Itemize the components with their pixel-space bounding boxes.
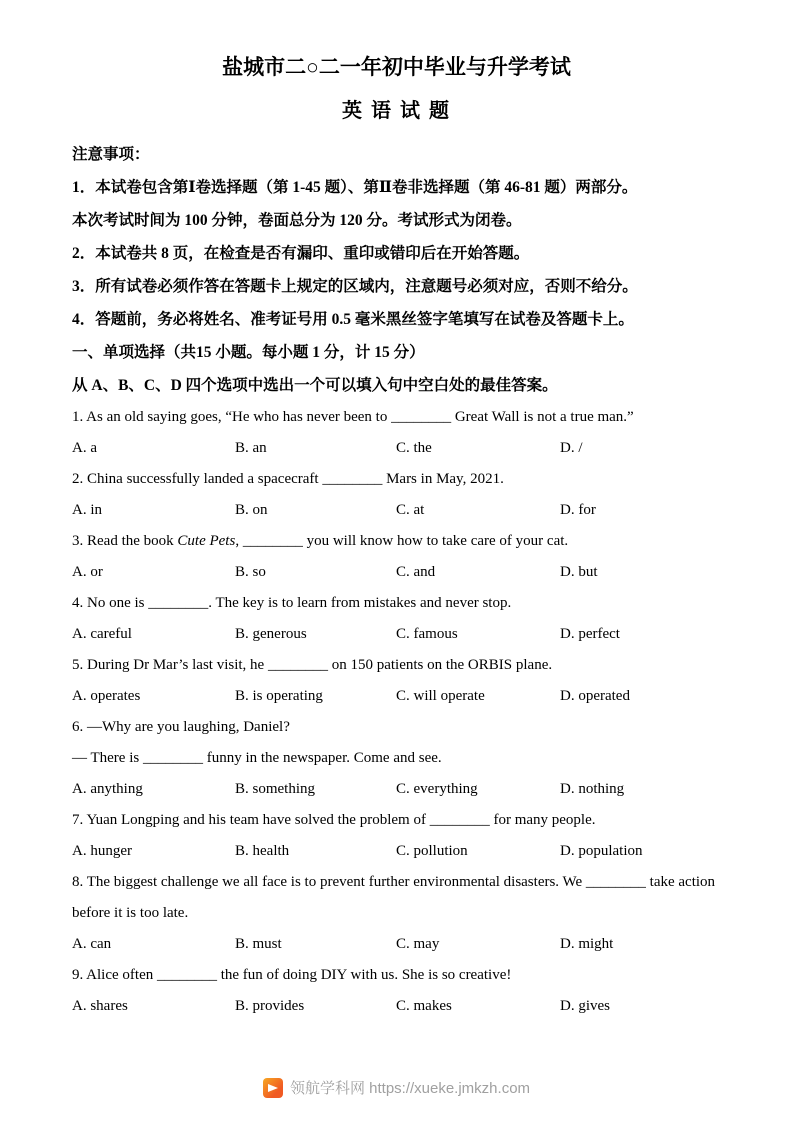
notice-line: 4．答题前，务必将姓名、准考证号用 0.5 毫米黑丝签字笔填写在试卷及答题卡上。 [72, 311, 634, 328]
question-list [72, 402, 721, 1022]
question-stem [72, 464, 721, 495]
option: B. provides [235, 998, 305, 1014]
option: C. at [396, 502, 425, 518]
option: C. pollution [396, 843, 468, 859]
stem-segment: , ________ you will know how to take care of your cat. [235, 533, 569, 549]
option: D. gives [560, 998, 610, 1014]
question-stem [72, 588, 721, 619]
notice-line: 3．所有试卷必须作答在答题卡上规定的区域内，注意题号必须对应，否则不给分。 [72, 278, 638, 295]
options-row [72, 557, 721, 588]
option: B. something [235, 781, 316, 797]
site-logo-icon [263, 1078, 283, 1098]
option: B. generous [235, 626, 307, 642]
option: C. may [396, 936, 440, 952]
option: B. must [235, 936, 282, 952]
option: D. operated [560, 688, 630, 704]
option: A. in [72, 502, 102, 518]
footer-text: 领航学科网 https://xueke.jmkzh.com [289, 1080, 531, 1097]
option: D. nothing [560, 781, 625, 797]
option: D. perfect [560, 626, 620, 642]
page-title: 盐城市二○二一年初中毕业与升学考试 [222, 55, 571, 79]
notice-line: 本次考试时间为 100 分钟，卷面总分为 120 分。考试形式为闭卷。 [72, 212, 522, 229]
stem-segment: 9. Alice often ________ the fun of doing DIY with us. She is so creative! [72, 967, 512, 983]
option: C. famous [396, 626, 458, 642]
option: C. and [396, 564, 436, 580]
option: A. a [72, 440, 97, 456]
option: D. might [560, 936, 614, 952]
option: A. or [72, 564, 103, 580]
options-row [72, 495, 721, 526]
option: B. health [235, 843, 290, 859]
option: D. for [560, 502, 596, 518]
stem-segment: 2. China successfully landed a spacecraft ________ Mars in May, 2021. [72, 471, 504, 487]
question-3 [72, 526, 721, 588]
question-9 [72, 960, 721, 1022]
question-stem [72, 867, 721, 929]
stem-segment: 3. Read the book [72, 533, 178, 549]
option: A. operates [72, 688, 141, 704]
option: C. everything [396, 781, 478, 797]
question-5 [72, 650, 721, 712]
options-row [72, 836, 721, 867]
notice-line: 2．本试卷共 8 页，在检查是否有漏印、重印或错印后在开始答题。 [72, 245, 530, 262]
section-heading: 一、单项选择（共15 小题。每小题 1 分，计 15 分） [72, 344, 425, 361]
option: B. is operating [235, 688, 323, 704]
option: D. population [560, 843, 643, 859]
option: A. shares [72, 998, 128, 1014]
option: A. careful [72, 626, 132, 642]
option: B. on [235, 502, 268, 518]
question-2 [72, 464, 721, 526]
options-row [72, 681, 721, 712]
question-stem [72, 960, 721, 991]
question-7 [72, 805, 721, 867]
option: C. will operate [396, 688, 485, 704]
option: B. so [235, 564, 266, 580]
options-row [72, 619, 721, 650]
option: C. makes [396, 998, 452, 1014]
options-row [72, 929, 721, 960]
notice-heading: 注意事项： [72, 146, 150, 163]
page-footer [0, 1077, 793, 1098]
stem-segment: 1. As an old saying goes, “He who has never been to ________ Great Wall is not a true man.” [72, 409, 634, 425]
stem-segment: 4. No one is ________. The key is to learn from mistakes and never stop. [72, 595, 512, 611]
stem-segment: 6. —Why are you laughing, Daniel? [72, 719, 290, 735]
notice-line: 1．本试卷包含第Ⅰ卷选择题（第 1-45 题）、第Ⅱ卷非选择题（第 46-81 题）两部分。 [72, 179, 638, 196]
question-stem [72, 402, 721, 433]
question-6 [72, 712, 721, 805]
option: A. can [72, 936, 112, 952]
question-stem [72, 805, 721, 836]
options-row [72, 991, 721, 1022]
question-stem [72, 526, 721, 557]
options-row [72, 774, 721, 805]
question-stem [72, 650, 721, 681]
option: A. hunger [72, 843, 132, 859]
question-4 [72, 588, 721, 650]
notice-section [72, 138, 721, 336]
question-stem [72, 743, 721, 774]
page-subtitle: 英 语 试 题 [342, 100, 451, 122]
section-instruction: 从 A、B、C、D 四个选项中选出一个可以填入句中空白处的最佳答案。 [72, 377, 558, 394]
stem-segment: — There is ________ funny in the newspaper. Come and see. [72, 750, 442, 766]
question-1 [72, 402, 721, 464]
option: A. anything [72, 781, 143, 797]
stem-segment: 8. The biggest challenge we all face is to prevent further environmental disasters. We ________ take action before it is too late. [72, 874, 716, 921]
stem-segment: 5. During Dr Mar’s last visit, he ________ on 150 patients on the ORBIS plane. [72, 657, 553, 673]
stem-italic-segment: Cute Pets [177, 533, 236, 549]
option: C. the [396, 440, 432, 456]
options-row [72, 433, 721, 464]
stem-segment: 7. Yuan Longping and his team have solved the problem of ________ for many people. [72, 812, 596, 828]
option: D. / [560, 440, 583, 456]
question-8 [72, 867, 721, 960]
option: B. an [235, 440, 267, 456]
option: D. but [560, 564, 598, 580]
question-stem [72, 712, 721, 743]
